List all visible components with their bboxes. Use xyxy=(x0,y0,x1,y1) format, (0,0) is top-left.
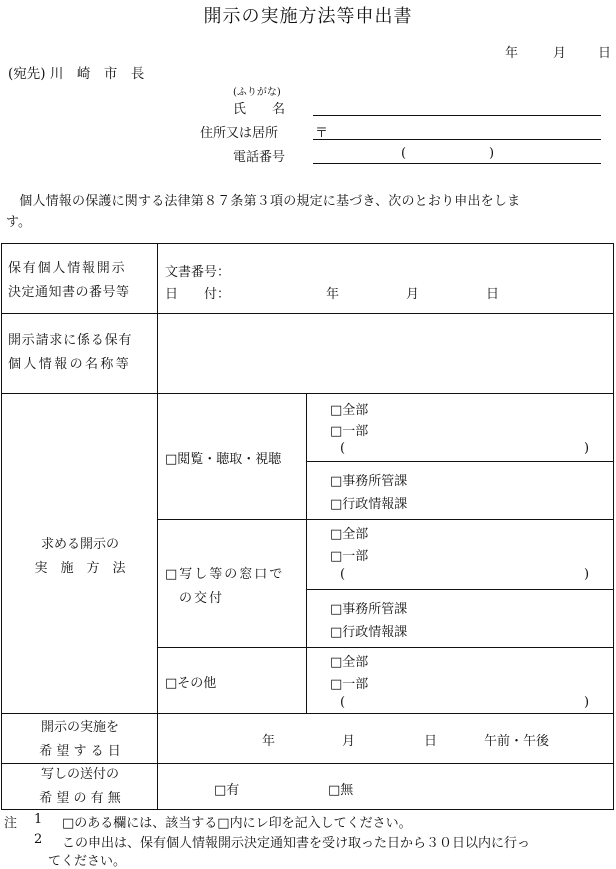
postal-mark: 〒 xyxy=(315,126,329,141)
date-year: 年 xyxy=(505,46,519,61)
copy-all[interactable]: □全部 xyxy=(330,527,369,542)
page-title: 開示の実施方法等申出書 xyxy=(203,6,413,27)
other-all[interactable]: □全部 xyxy=(330,655,369,670)
viewing-office[interactable]: □事務所管課 xyxy=(330,474,408,489)
mailing-no[interactable]: □無 xyxy=(328,783,354,798)
notes-prefix: 注 xyxy=(4,816,18,831)
other-part[interactable]: □一部 xyxy=(330,677,369,692)
copy-paren-open: ( xyxy=(340,567,346,582)
intro-line-2: す。 xyxy=(6,215,31,230)
mailing-label: 写しの送付の 希 望 の 有 無 xyxy=(39,767,121,806)
method-label: 求める開示の 実 施 方 法 xyxy=(34,537,126,576)
copy-office[interactable]: □事務所管課 xyxy=(330,602,408,617)
address-field[interactable] xyxy=(313,139,601,140)
date-month: 月 xyxy=(553,46,567,61)
viewing-option[interactable]: □閲覧・聴取・視聴 xyxy=(165,452,282,467)
copy-paren-close: ) xyxy=(584,567,590,582)
viewing-paren-close: ) xyxy=(584,441,590,456)
addressee: (宛先) 川 崎 市 長 xyxy=(8,66,145,82)
date-day: 日 xyxy=(598,46,612,61)
viewing-admin[interactable]: □行政情報課 xyxy=(330,497,408,512)
phone-field[interactable] xyxy=(313,163,601,164)
other-option[interactable]: □その他 xyxy=(165,676,217,691)
notice-year: 年 xyxy=(326,287,340,302)
phone-paren-open: ( xyxy=(401,146,407,161)
note-2-line-2: てください。 xyxy=(48,854,127,869)
other-paren-open: ( xyxy=(340,695,346,710)
info-name-field[interactable] xyxy=(158,314,613,393)
notice-label: 保有個人情報開示 決定通知書の番号等 xyxy=(8,261,130,300)
name-label: 氏 名 xyxy=(233,102,286,117)
viewing-all[interactable]: □全部 xyxy=(330,403,369,418)
note-1: □のある欄には、該当する□内にレ印を記入してください。 xyxy=(62,816,412,831)
name-field[interactable] xyxy=(313,115,601,116)
copy-option[interactable]: □写し等の窓口で の交付 xyxy=(165,567,285,606)
notice-month: 月 xyxy=(406,287,420,302)
other-paren-close: ) xyxy=(584,695,590,710)
phone-label: 電話番号 xyxy=(233,150,286,165)
copy-part[interactable]: □一部 xyxy=(330,549,369,564)
viewing-part[interactable]: □一部 xyxy=(330,424,369,439)
viewing-paren-open: ( xyxy=(340,441,346,456)
address-label: 住所又は居所 xyxy=(200,126,279,141)
note-2-line-1: この申出は、保有個人情報開示決定通知書を受け取った日から３０日以内に行っ xyxy=(62,836,531,851)
notice-day: 日 xyxy=(486,287,500,302)
ampm-option[interactable]: 午前・午後 xyxy=(484,734,550,749)
doc-number-label: 文書番号： xyxy=(165,265,231,280)
furigana-label: (ふりがな) xyxy=(233,87,281,98)
intro-line-1: 個人情報の保護に関する法律第８７条第３項の規定に基づき、次のとおり申出をしま xyxy=(6,194,521,209)
copy-admin[interactable]: □行政情報課 xyxy=(330,625,408,640)
note-2-num: 2 xyxy=(34,832,43,847)
desired-month: 月 xyxy=(342,734,356,749)
note-1-num: 1 xyxy=(34,812,43,827)
desired-day: 日 xyxy=(424,734,438,749)
phone-paren-close: ) xyxy=(489,146,495,161)
desired-date-label: 開示の実施を 希 望 す る 日 xyxy=(39,720,121,759)
notice-date-label: 日 付： xyxy=(165,287,231,302)
mailing-yes[interactable]: □有 xyxy=(214,783,240,798)
desired-year: 年 xyxy=(262,734,276,749)
info-name-label: 開示請求に係る保有 個人情報の名称等 xyxy=(8,333,133,372)
